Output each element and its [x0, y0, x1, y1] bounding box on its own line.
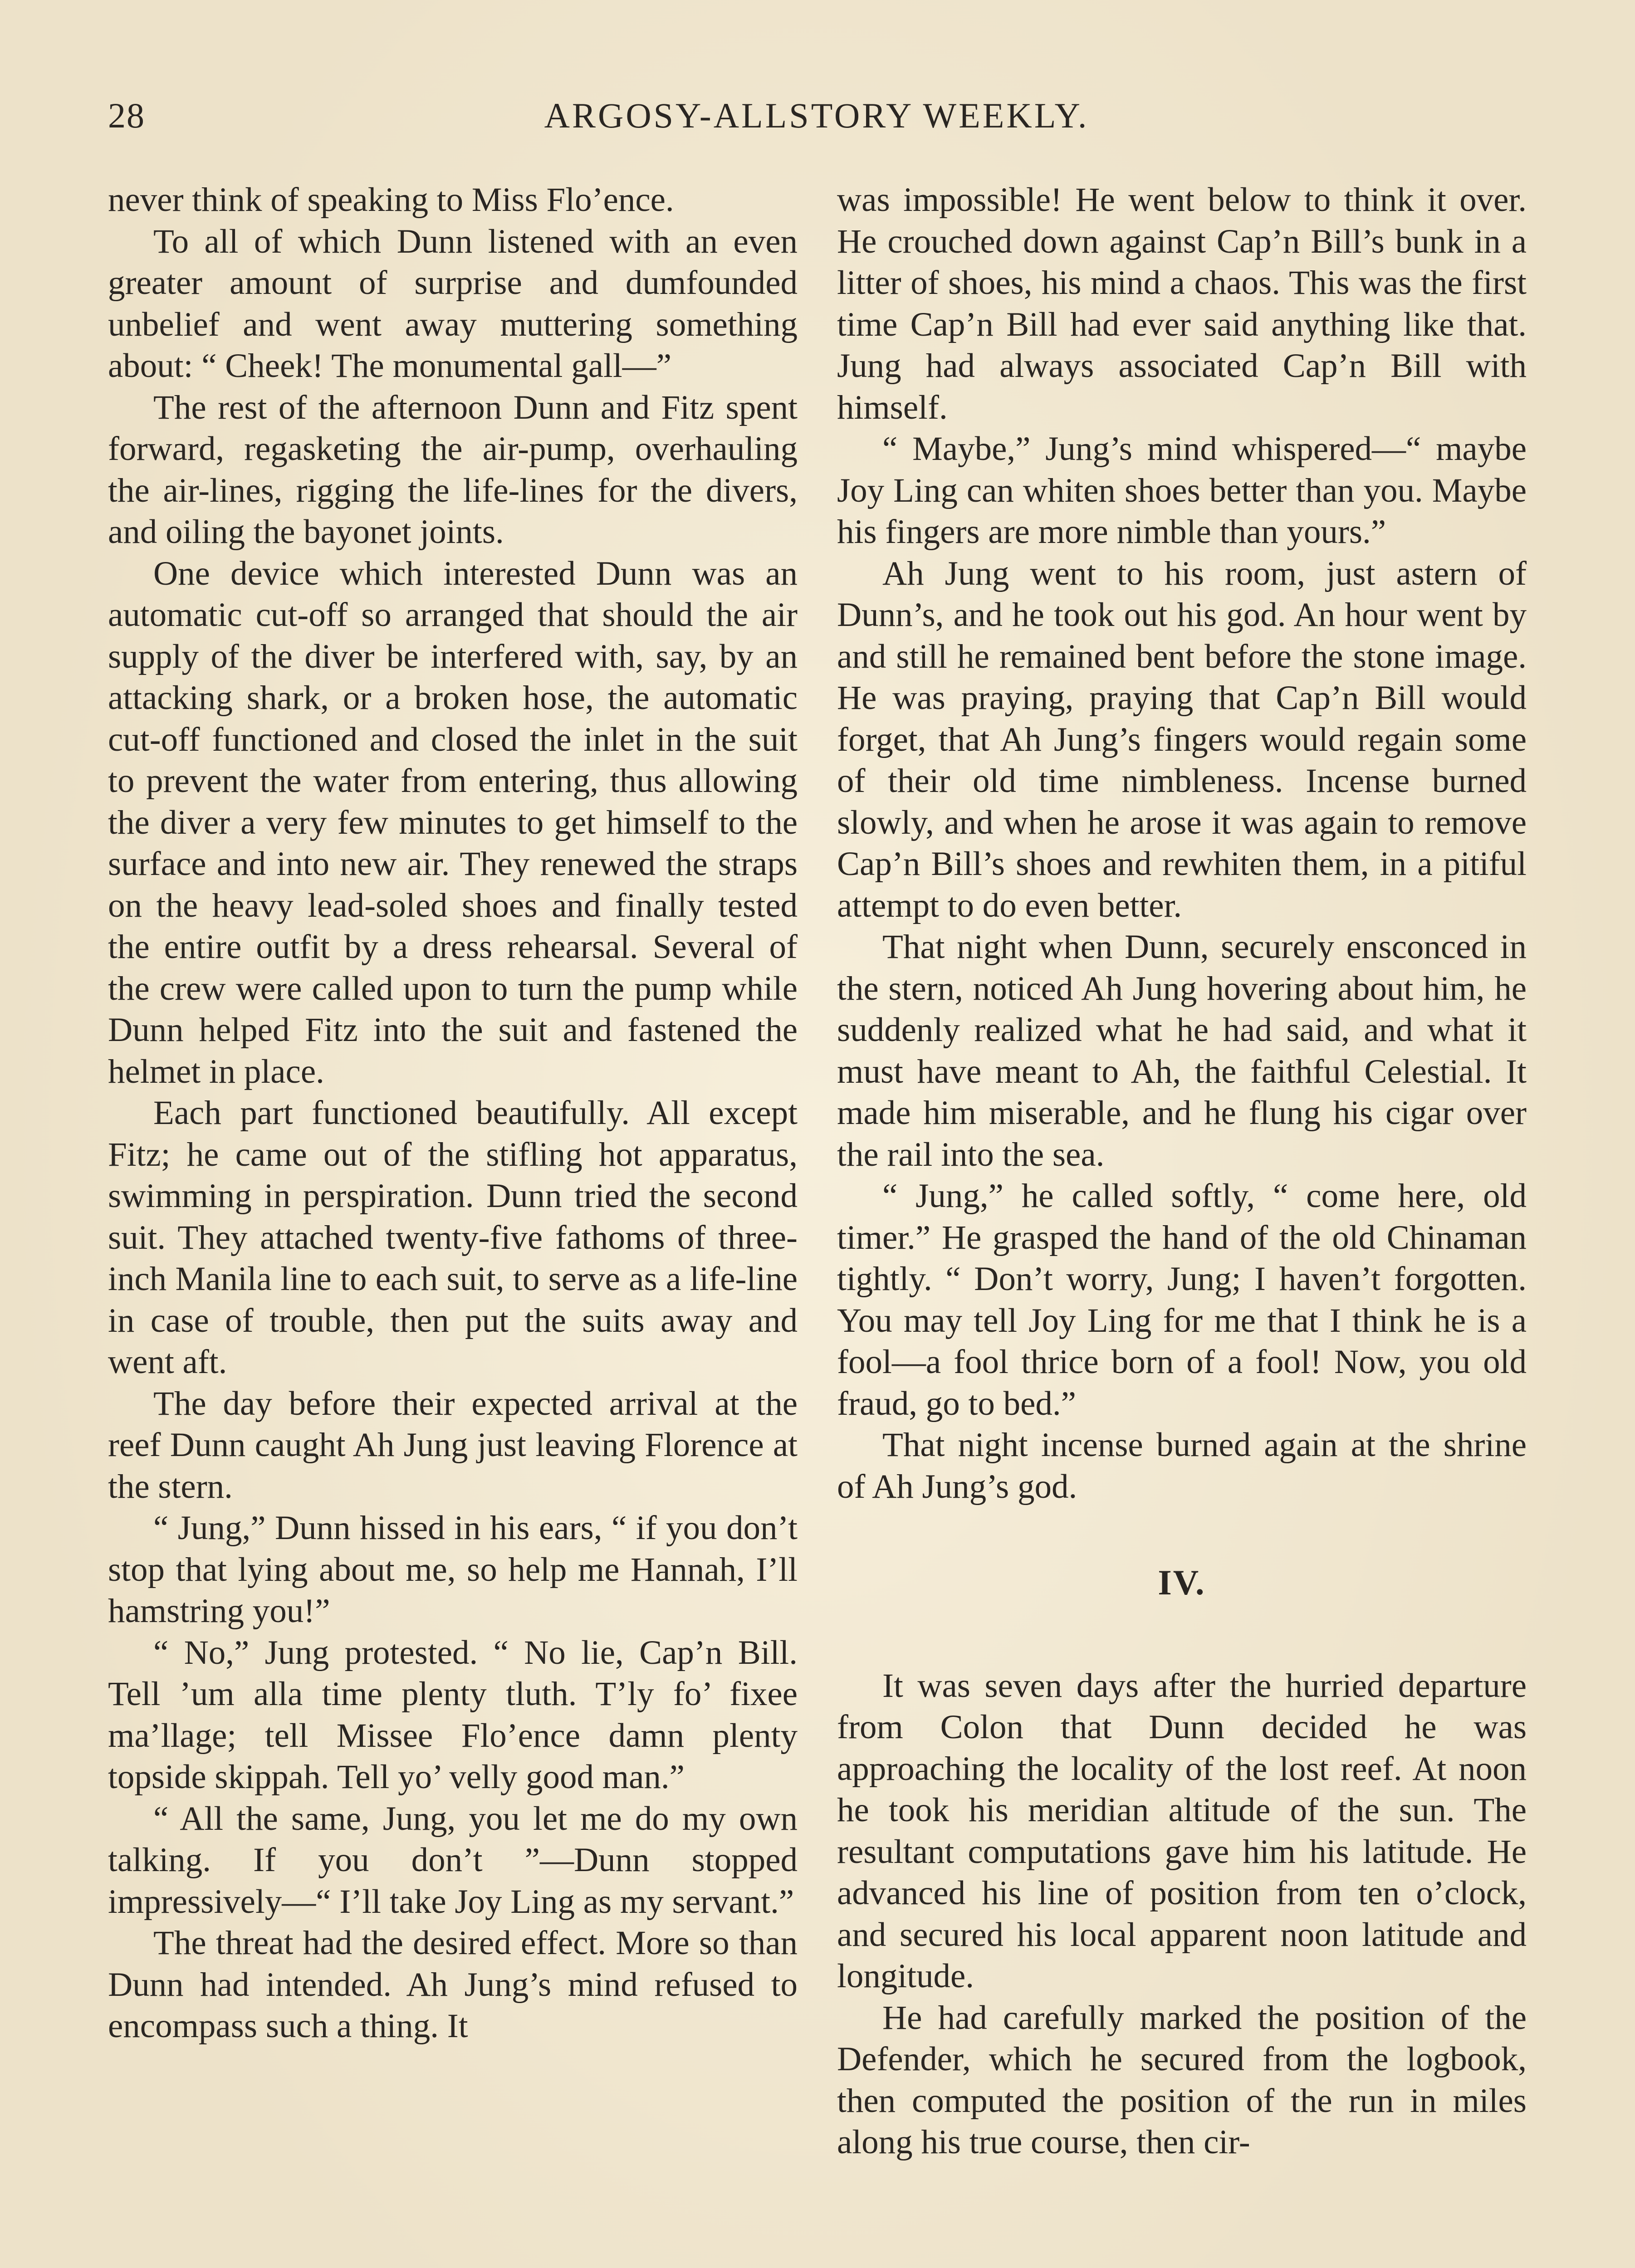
paragraph: That night when Dunn, securely ensconced in the stern, noticed Ah Jung hovering about him, he suddenly realized what he had said, and what it must have meant to Ah, the faithful Celestial. It made him miserable, and he flung his cigar over the rail into the sea.: [837, 928, 1527, 1173]
paragraph: Each part functioned beautifully. All except Fitz; he came out of the stifling hot apparatus, swimming in perspiration. Dunn tried the second suit. They attached twenty-five fathoms of three-inch Manila line to each suit, to serve as a life-line in case of trouble, then put the suits away and went aft.: [108, 1094, 798, 1381]
paragraph: was impossible! He went below to think it over. He crouched down against Cap’n Bill’s bunk in a litter of shoes, his mind a chaos. This was the first time Cap’n Bill had ever said anything like that. Jung had always associated Cap’n Bill with himself.: [837, 181, 1527, 426]
page-header: [108, 95, 1525, 150]
paragraph: “ Jung,” Dunn hissed in his ears, “ if you don’t stop that lying about me, so help me Hannah, I’ll hamstring you!”: [108, 1509, 798, 1630]
paragraph: Ah Jung went to his room, just astern of Dunn’s, and he took out his god. An hour went by and still he remained bent before the stone image. He was praying, praying that Cap’n Bill would forget, that Ah Jung’s fingers would regain some of their old time nimbleness. Incense burned slowly, and when he arose it was again to remove Cap’n Bill’s shoes and rewhiten them, in a pitiful attempt to do even better.: [837, 554, 1527, 924]
paragraph: “ Jung,” he called softly, “ come here, old timer.” He grasped the hand of the old Chinaman tightly. “ Don’t worry, Jung; I haven’t forgotten. You may tell Joy Ling for me that I think he is a fool—a fool thrice born of a fool! Now, you old fraud, go to bed.”: [837, 1177, 1527, 1422]
section-heading: IV.: [1158, 1563, 1206, 1602]
paragraph: The threat had the desired effect. More so than Dunn had intended. Ah Jung’s mind refused to encompass such a thing. It: [108, 1924, 798, 2045]
right-column: [837, 179, 1527, 2163]
left-column: [108, 179, 798, 2047]
paragraph: “ All the same, Jung, you let me do my own talking. If you don’t ”—Dunn stopped impressively—“ I’ll take Joy Ling as my servant.”: [108, 1799, 798, 1921]
paragraph: One device which interested Dunn was an automatic cut-off so arranged that should the air supply of the diver be interfered with, say, by an attacking shark, or a broken hose, the automatic cut-off functioned and closed the inlet in the suit to prevent the water from entering, thus allowing the diver a very few minutes to get himself to the surface and into new air. They renewed the straps on the heavy lead-soled shoes and finally tested the entire outfit by a dress rehearsal. Several of the crew were called upon to turn the pump while Dunn helped Fitz into the suit and fastened the helmet in place.: [108, 554, 798, 1090]
running-head: ARGOSY-ALLSTORY WEEKLY.: [544, 96, 1089, 135]
paragraph: “ Maybe,” Jung’s mind whispered—“ maybe Joy Ling can whiten shoes better than you. Maybe his fingers are more nimble than yours.”: [837, 430, 1527, 551]
paragraph: He had carefully marked the position of the Defender, which he secured from the logbook, then computed the position of the run in miles along his true course, then cir-: [837, 1999, 1527, 2161]
paragraph: It was seven days after the hurried departure from Colon that Dunn decided he was approaching the locality of the lost reef. At noon he took his meridian altitude of the sun. The resultant computations gave him his latitude. He advanced his line of position from ten o’clock, and secured his local apparent noon latitude and longitude.: [837, 1667, 1527, 1995]
paragraph: The rest of the afternoon Dunn and Fitz spent forward, regasketing the air-pump, overhauling the air-lines, rigging the life-lines for the divers, and oiling the bayonet joints.: [108, 388, 798, 551]
paragraph: That night incense burned again at the shrine of Ah Jung’s god.: [837, 1426, 1527, 1505]
paragraph: To all of which Dunn listened with an even greater amount of surprise and dumfounded unbelief and went away muttering something about: “ Cheek! The monumental gall—”: [108, 222, 798, 385]
paragraph: “ No,” Jung protested. “ No lie, Cap’n Bill. Tell ’um alla time plenty tluth. T’ly fo’ fixee ma’llage; tell Missee Flo’ence damn plenty topside skippah. Tell yo’ velly good man.”: [108, 1633, 798, 1796]
paragraph: never think of speaking to Miss Flo’ence.: [108, 181, 674, 219]
page-number: 28: [108, 96, 145, 135]
paragraph: The day before their expected arrival at the reef Dunn caught Ah Jung just leaving Florence at the stern.: [108, 1384, 798, 1505]
